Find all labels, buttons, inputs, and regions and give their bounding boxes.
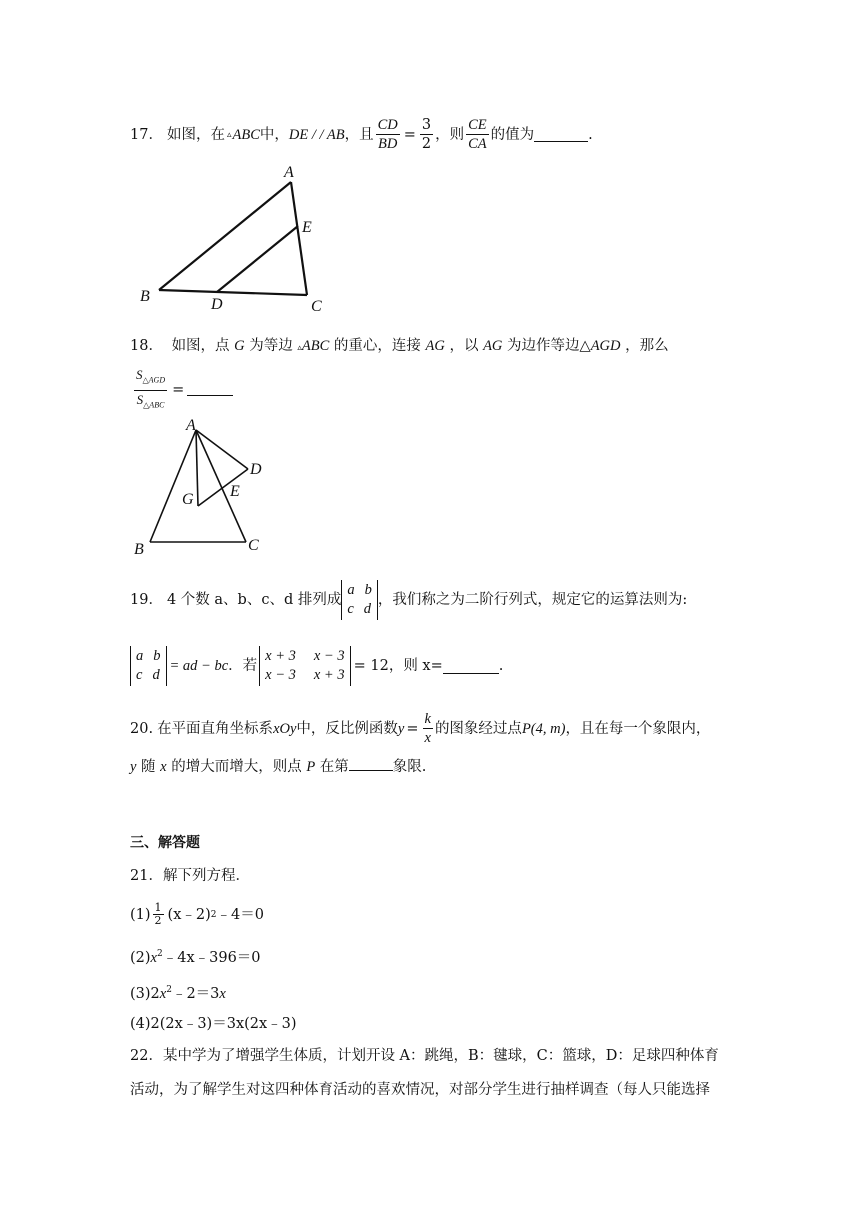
q18-text-e: 为边作等边△ — [507, 338, 591, 354]
q17-frac2: $\frac{3}{2}$ — [421, 117, 432, 152]
q20-line2-b: 的增大而增大，则点 — [171, 759, 302, 775]
q19-line1 — [130, 580, 687, 620]
q19-text-a: 4 个数 a、b、c、d 排列成 — [166, 592, 342, 608]
q19-eq-val: = 12 — [353, 658, 389, 674]
q20-line2-c: 在第 — [319, 759, 349, 775]
q20-answer-blank[interactable] — [349, 756, 393, 771]
q20-y: y — [397, 720, 405, 737]
q19-det-matrix: x + 3 x − 3 x − 3 x + 3 — [259, 646, 350, 686]
q17-tri: ABC — [232, 126, 260, 143]
q17-line — [130, 116, 593, 153]
q18-figure — [130, 414, 280, 559]
section-three-title: 三、解答题 — [130, 835, 200, 851]
q19-det-rule: a b c d — [130, 646, 167, 686]
q19-text-d: ，则 x= — [388, 658, 443, 674]
q20-line2-y: y — [130, 759, 137, 775]
q17-label-c: C — [311, 298, 322, 315]
q20-line2-p: P — [306, 759, 316, 775]
q21-item3: $(3)2x^2﹣2=3x$ — [130, 985, 226, 1002]
q18-seg1: AG — [425, 338, 445, 354]
q20-number: 20. — [130, 720, 154, 737]
q20-line2-x: x — [160, 759, 167, 775]
q19-end: . — [498, 658, 504, 674]
q17-answer-blank[interactable] — [534, 127, 588, 142]
q19-rule: = ad − bc — [169, 658, 229, 674]
triangle-symbol-icon: ▵ — [226, 129, 232, 140]
q20-point: P(4, m) — [521, 720, 566, 737]
q17-label-a: A — [284, 164, 294, 181]
q21-item4: (4)2(2x﹣3)＝3x(2x﹣3) — [130, 1016, 297, 1032]
q17-label-b: B — [140, 288, 150, 305]
q18-tri: ABC — [301, 338, 330, 354]
q19-answer-blank[interactable] — [443, 659, 499, 674]
q17-segment-ba — [159, 182, 291, 290]
q18-segment-gd — [198, 469, 248, 506]
q20-frac-kx: $\frac{k}{x}$ — [424, 711, 431, 746]
q18-segment-ab — [150, 430, 196, 542]
q18-label-d: D — [250, 461, 262, 478]
q19-det-abcd: a b c d — [341, 580, 378, 620]
q17-figure — [134, 160, 334, 320]
q22-line2: 活动，为了解学生对这四种体育活动的喜欢情况，对部分学生进行抽样调查（每人只能选择 — [130, 1082, 710, 1098]
q18-segment-ag — [196, 430, 198, 506]
q17-text-b: 中， — [259, 126, 289, 143]
q18-eq: = — [172, 382, 185, 399]
q17-label-d: D — [211, 296, 223, 313]
q18-label-a: A — [186, 417, 196, 434]
q20-line2-a: 随 — [141, 759, 156, 775]
q18-label-c: C — [248, 537, 259, 554]
q21-title: 21．解下列方程． — [130, 868, 250, 884]
q17-segment-de — [217, 226, 298, 292]
q20-line2 — [130, 756, 426, 777]
q17-frac3: $\frac{CE}{CA}$ — [468, 117, 487, 152]
q17-text-d: ，则 — [435, 126, 465, 143]
q18-label-g: G — [182, 491, 194, 508]
q18-ratio — [132, 366, 233, 414]
q17-parallel: DE / / AB — [288, 126, 345, 143]
q18-label-e: E — [230, 483, 240, 500]
q17-segment-bc — [159, 290, 307, 295]
q17-text-e: 的值为 — [490, 126, 535, 143]
q22-line1: 22．某中学为了增强学生体质，计划开设 A：跳绳，B：毽球，C：篮球，D：足球四种体育 — [130, 1048, 719, 1064]
q20-text-b: 中，反比例函数 — [296, 720, 398, 737]
q17-end: . — [588, 126, 593, 143]
q20-line2-d: 象限. — [392, 759, 427, 775]
q17-number: 17． — [130, 126, 163, 143]
q21-item2: $(2)x^2﹣4x﹣396=0$ — [130, 949, 261, 966]
q18-line — [130, 336, 669, 358]
q20-text-a: 在平面直角坐标系 — [157, 720, 274, 737]
q20-line1 — [130, 710, 710, 747]
q17-label-e: E — [302, 219, 312, 236]
q18-point-g: G — [234, 338, 245, 354]
q18-segment-ad — [196, 430, 248, 469]
q18-text-b: 为等边 — [249, 338, 293, 354]
q21-item1: (1) $\frac{1}{2}$ (x﹣2) 2 ﹣4＝0 — [130, 901, 264, 927]
q20-text-d: ，且在每一个象限内， — [565, 720, 711, 737]
q18-tri2: AGD — [590, 338, 621, 354]
q20-sys: xOy — [273, 720, 297, 737]
q18-text-f: ，那么 — [625, 338, 669, 354]
q17-text-c: ，且 — [344, 126, 374, 143]
q18-number: 18． — [130, 338, 163, 354]
q17-frac1: $\frac{CD}{BD}$ — [377, 117, 398, 152]
q18-seg2: AG — [483, 338, 503, 354]
q20-text-c: 的图象经过点 — [434, 720, 522, 737]
q17-text-a: 如图，在 — [166, 126, 225, 143]
q19-line2 — [130, 646, 503, 686]
q17-segment-ac — [291, 182, 307, 295]
q18-answer-blank[interactable] — [187, 385, 233, 396]
q19-number: 19． — [130, 592, 163, 608]
triangle-symbol-icon: ▵ — [297, 343, 302, 353]
q18-ratio-frac: $\frac{S_{\triangle AGD}}{S_{\triangle ABC}}$ — [136, 367, 166, 410]
q18-text-d: ，以 — [449, 338, 479, 354]
q18-text-a: 如图，点 — [171, 338, 230, 354]
q18-text-c: 的重心，连接 — [333, 338, 421, 354]
q20-eq: = — [406, 720, 419, 737]
q17-eq: = — [403, 126, 416, 143]
q19-text-b: ，我们称之为二阶行列式，规定它的运算法则为: — [377, 592, 688, 608]
q19-text-c: ．若 — [228, 658, 258, 674]
q18-label-b: B — [134, 541, 144, 558]
